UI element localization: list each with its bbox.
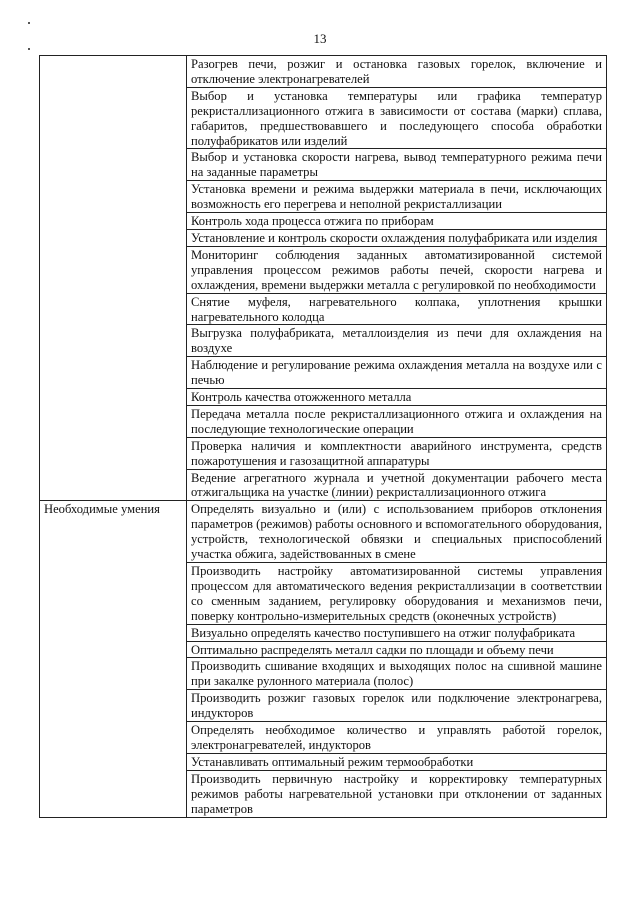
skill-row: Производить сшивание входящих и выходящих полос на сшивной машине при закалке рулонного материала (полос)	[187, 658, 607, 690]
standard-table	[39, 55, 607, 818]
labor-action-row: Наблюдение и регулирование режима охлаждения металла на воздухе или с печью	[187, 357, 607, 389]
skill-row: Устанавливать оптимальный режим термообработки	[187, 753, 607, 770]
labor-action-row: Контроль качества отожженного металла	[187, 389, 607, 406]
labor-action-row: Выбор и установка температуры или графика температур рекристаллизационного отжига в зависимости от состава (марки) сплава, габаритов, предшествовавшего и последующего способа обработки полуфабрикатов или изделий	[187, 87, 607, 149]
labor-action-row: Передача металла после рекристаллизационного отжига и охлаждения на последующие технологические операции	[187, 405, 607, 437]
skill-row: Определять визуально и (или) с использованием приборов отклонения параметров (режимов) работы основного и вспомогательного оборудования, устройств, технологической обвязки и специальных приспособлений участка обжига, задействованных в смене	[187, 501, 607, 563]
skill-row: Оптимально распределять металл садки по площади и объему печи	[187, 641, 607, 658]
table-row	[40, 501, 607, 563]
section-label-cell-empty	[40, 56, 187, 501]
labor-action-row: Проверка наличия и комплектности аварийного инструмента, средств пожаротушения и газозащитной аппаратуры	[187, 437, 607, 469]
labor-action-row: Мониторинг соблюдения заданных автоматизированной системой управления процессом режимов работы печей, скорости нагрева и охлаждения, времени выдержки металла с регулировкой по необходимости	[187, 246, 607, 293]
section-label-cell: Необходимые умения	[40, 501, 187, 817]
labor-action-row: Установка времени и режима выдержки материала в печи, исключающих возможность его перегрева и неполной рекристаллизации	[187, 181, 607, 213]
scan-mark	[28, 22, 30, 24]
labor-action-row: Установление и контроль скорости охлаждения полуфабриката или изделия	[187, 229, 607, 246]
scan-mark	[28, 48, 30, 50]
skill-row: Определять необходимое количество и управлять работой горелок, электронагревателей, индукторов	[187, 722, 607, 754]
skill-row: Визуально определять качество поступившего на отжиг полуфабриката	[187, 624, 607, 641]
table-row	[40, 56, 607, 88]
labor-action-row: Снятие муфеля, нагревательного колпака, уплотнения крышки нагревательного колодца	[187, 293, 607, 325]
skill-row: Производить настройку автоматизированной системы управления процессом для автоматического ведения рекристаллизации в соответствии со сменным заданием, регулировку оборудования и механизмов печи, поверку контрольно-измерительных средств (оконечных устройств)	[187, 563, 607, 625]
labor-action-row: Выбор и установка скорости нагрева, вывод температурного режима печи на заданные параметры	[187, 149, 607, 181]
page-number: 13	[313, 31, 327, 46]
skill-row: Производить розжиг газовых горелок или подключение электронагрева, индукторов	[187, 690, 607, 722]
labor-action-row: Разогрев печи, розжиг и остановка газовых горелок, включение и отключение электронагревателей	[187, 56, 607, 88]
labor-action-row: Контроль хода процесса отжига по приборам	[187, 213, 607, 230]
skill-row: Производить первичную настройку и корректировку температурных режимов работы нагревательной установки при отклонении от заданных параметров	[187, 770, 607, 817]
labor-action-row: Выгрузка полуфабриката, металлоизделия из печи для охлаждения на воздухе	[187, 325, 607, 357]
labor-action-row: Ведение агрегатного журнала и учетной документации рабочего места отжигальщика на участке (линии) рекристаллизационного отжига	[187, 469, 607, 501]
table-body	[40, 56, 607, 818]
